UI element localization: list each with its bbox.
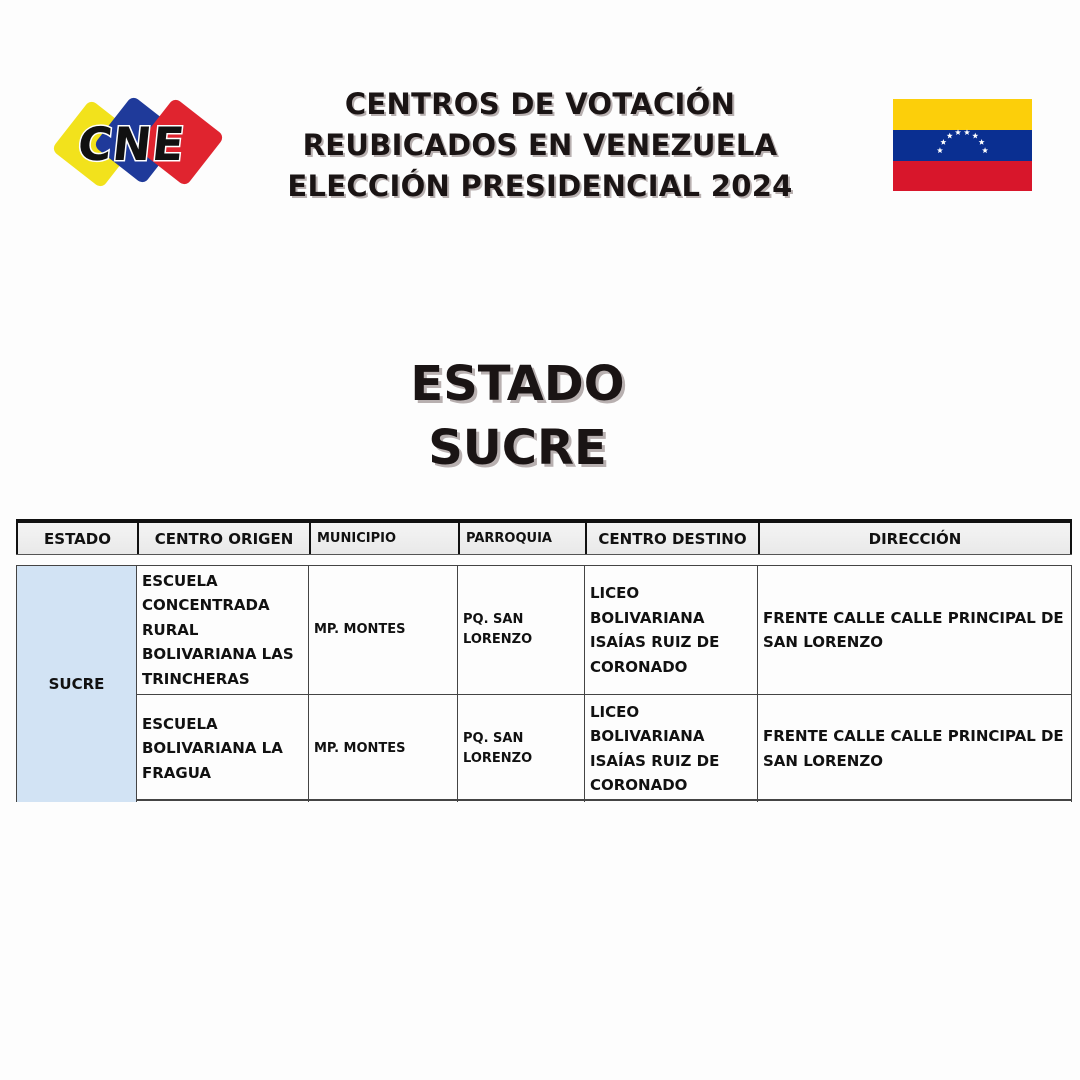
table-cell-municipio: MP. MONTES (309, 566, 458, 695)
table-cell-centro-origen: ESCUELA BOLIVARIANA LA FRAGUA (137, 695, 309, 802)
column-header-parroquia: PARROQUIA (458, 523, 585, 554)
table-cell-centro-origen: ESCUELA CONCENTRADA RURAL BOLIVARIANA LAS TRINCHERAS (137, 566, 309, 695)
table-cell-direccion: FRENTE CALLE CALLE PRINCIPAL DE SAN LORENZO (758, 566, 1072, 695)
state-heading-line-1: ESTADO (410, 356, 625, 412)
table-cell-centro-destino: LICEO BOLIVARIANA ISAÍAS RUIZ DE CORONADO (585, 695, 758, 802)
table-cell-parroquia: PQ. SAN LORENZO (458, 566, 585, 695)
header-title (230, 84, 850, 207)
table-cell-direccion: FRENTE CALLE CALLE PRINCIPAL DE SAN LORENZO (758, 695, 1072, 802)
state-heading (330, 352, 705, 480)
header-title-line-3: ELECCIÓN PRESIDENCIAL 2024 (287, 169, 793, 203)
table-body (16, 565, 1072, 801)
estado-cell: SUCRE (16, 566, 137, 802)
cne-logo (46, 92, 228, 194)
column-header-centro-destino: CENTRO DESTINO (585, 523, 758, 554)
column-header-centro-origen: CENTRO ORIGEN (137, 523, 309, 554)
venezuela-flag-icon (893, 99, 1032, 191)
table-cell-centro-destino: LICEO BOLIVARIANA ISAÍAS RUIZ DE CORONADO (585, 566, 758, 695)
column-header-estado: ESTADO (16, 523, 137, 554)
state-heading-line-2: SUCRE (428, 420, 607, 476)
header-title-line-2: REUBICADOS EN VENEZUELA (302, 128, 778, 162)
column-header-municipio: MUNICIPIO (309, 523, 458, 554)
table-cell-municipio: MP. MONTES (309, 695, 458, 802)
header-title-line-1: CENTROS DE VOTACIÓN (344, 87, 736, 121)
table-cell-parroquia: PQ. SAN LORENZO (458, 695, 585, 802)
column-header-direccion: DIRECCIÓN (758, 523, 1072, 554)
logo-text: CNE (75, 117, 188, 171)
table-header (16, 519, 1072, 555)
